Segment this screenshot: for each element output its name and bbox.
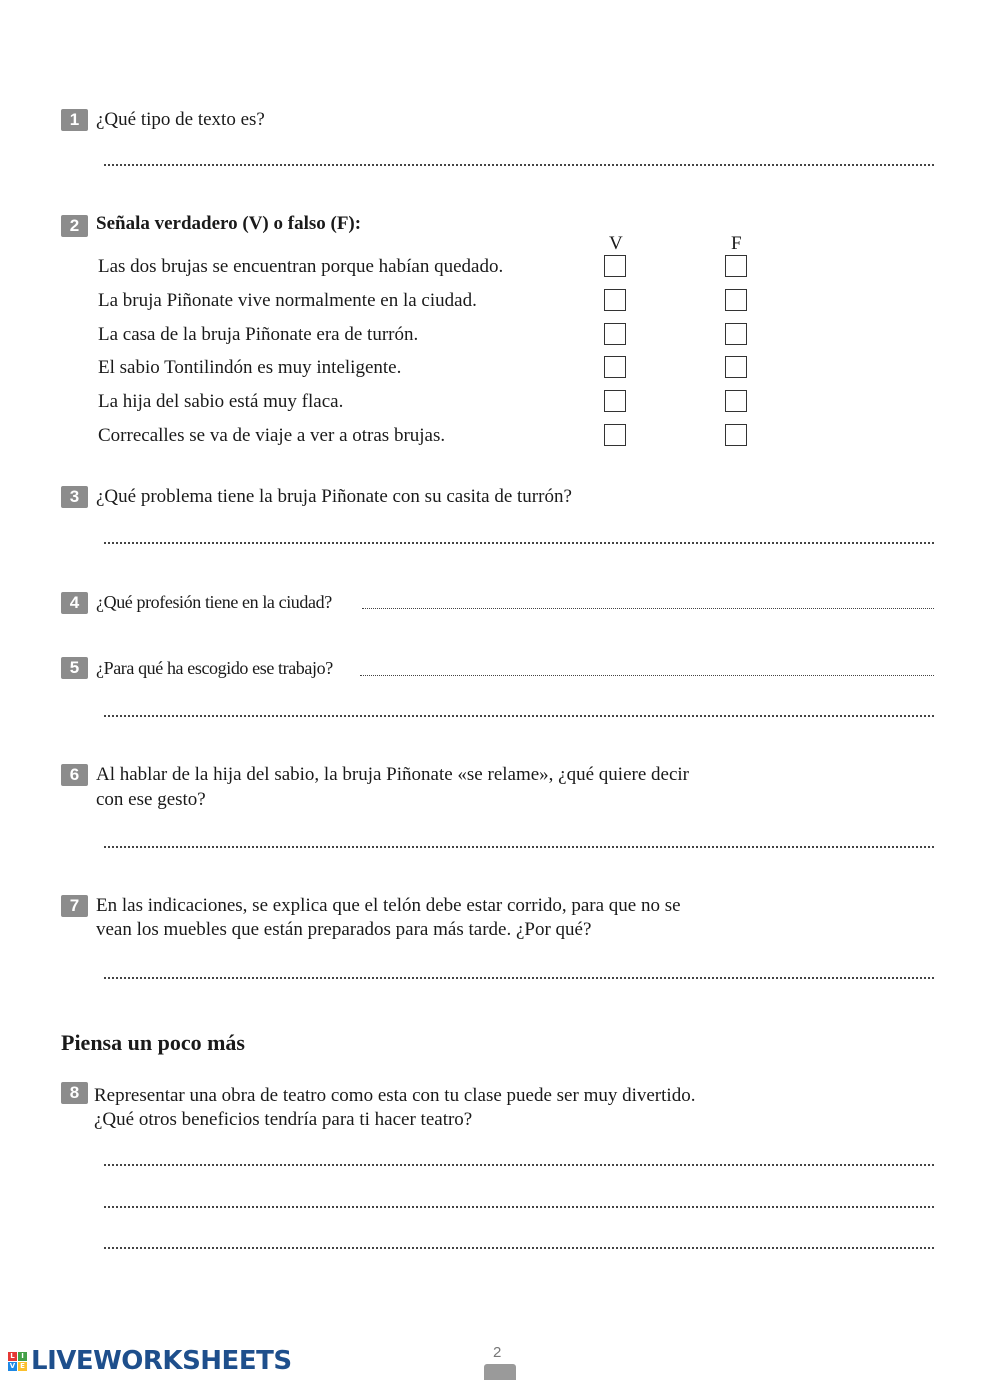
checkbox-true-1[interactable] — [604, 255, 626, 277]
checkbox-false-6[interactable] — [725, 424, 747, 446]
section-title: Piensa un poco más — [61, 1030, 245, 1055]
question-number-2: 2 — [61, 215, 88, 237]
checkbox-false-3[interactable] — [725, 323, 747, 345]
checkbox-true-2[interactable] — [604, 289, 626, 311]
answer-line-5b[interactable] — [104, 715, 934, 717]
question-8-text-line1: Representar una obra de teatro como esta con tu clase puede ser muy divertido. — [94, 1085, 696, 1106]
question-6-text-line2: con ese gesto? — [96, 789, 206, 810]
checkbox-false-2[interactable] — [725, 289, 747, 311]
page-number: 2 — [493, 1344, 502, 1361]
question-7-text-line1: En las indicaciones, se explica que el telón debe estar corrido, para que no se — [96, 895, 681, 916]
statement-2: La bruja Piñonate vive normalmente en la ciudad. — [98, 290, 477, 311]
question-4-text: ¿Qué profesión tiene en la ciudad? — [96, 592, 332, 612]
checkbox-true-5[interactable] — [604, 390, 626, 412]
checkbox-false-4[interactable] — [725, 356, 747, 378]
checkbox-false-1[interactable] — [725, 255, 747, 277]
answer-line-1[interactable] — [104, 164, 934, 166]
page-tab — [484, 1364, 516, 1380]
question-1-text: ¿Qué tipo de texto es? — [96, 109, 265, 130]
question-number-3: 3 — [61, 486, 88, 508]
logo-text: LIVEWORKSHEETS — [31, 1346, 292, 1376]
column-true-header: V — [609, 233, 623, 254]
answer-line-8c[interactable] — [104, 1247, 934, 1249]
question-3-text: ¿Qué problema tiene la bruja Piñonate con su casita de turrón? — [96, 486, 572, 507]
checkbox-false-5[interactable] — [725, 390, 747, 412]
question-number-4: 4 — [61, 592, 88, 614]
logo-mark-icon: L I V E — [8, 1352, 27, 1371]
column-false-header: F — [731, 233, 742, 254]
question-number-6: 6 — [61, 764, 88, 786]
statement-3: La casa de la bruja Piñonate era de turrón. — [98, 324, 419, 345]
statement-6: Correcalles se va de viaje a ver a otras brujas. — [98, 425, 446, 446]
answer-line-8a[interactable] — [104, 1164, 934, 1166]
checkbox-true-3[interactable] — [604, 323, 626, 345]
question-5-text: ¿Para qué ha escogido ese trabajo? — [96, 658, 333, 678]
question-number-8: 8 — [61, 1082, 88, 1104]
question-7-text-line2: vean los muebles que están preparados para más tarde. ¿Por qué? — [96, 919, 592, 940]
statement-5: La hija del sabio está muy flaca. — [98, 391, 344, 412]
answer-line-3[interactable] — [104, 542, 934, 544]
answer-line-5a[interactable] — [360, 675, 934, 676]
answer-line-7[interactable] — [104, 977, 934, 979]
answer-line-4[interactable] — [362, 608, 934, 609]
answer-line-6[interactable] — [104, 846, 934, 848]
question-2-text: Señala verdadero (V) o falso (F): — [96, 213, 362, 234]
checkbox-true-6[interactable] — [604, 424, 626, 446]
statement-1: Las dos brujas se encuentran porque habían quedado. — [98, 256, 504, 277]
question-8-text-line2: ¿Qué otros beneficios tendría para ti hacer teatro? — [94, 1109, 473, 1130]
question-number-5: 5 — [61, 657, 88, 679]
question-number-7: 7 — [61, 895, 88, 917]
question-6-text-line1: Al hablar de la hija del sabio, la bruja Piñonate «se relame», ¿qué quiere decir — [96, 764, 689, 785]
statement-4: El sabio Tontilindón es muy inteligente. — [98, 357, 402, 378]
question-number-1: 1 — [61, 109, 88, 131]
answer-line-8b[interactable] — [104, 1206, 934, 1208]
liveworksheets-logo — [8, 1345, 292, 1377]
checkbox-true-4[interactable] — [604, 356, 626, 378]
